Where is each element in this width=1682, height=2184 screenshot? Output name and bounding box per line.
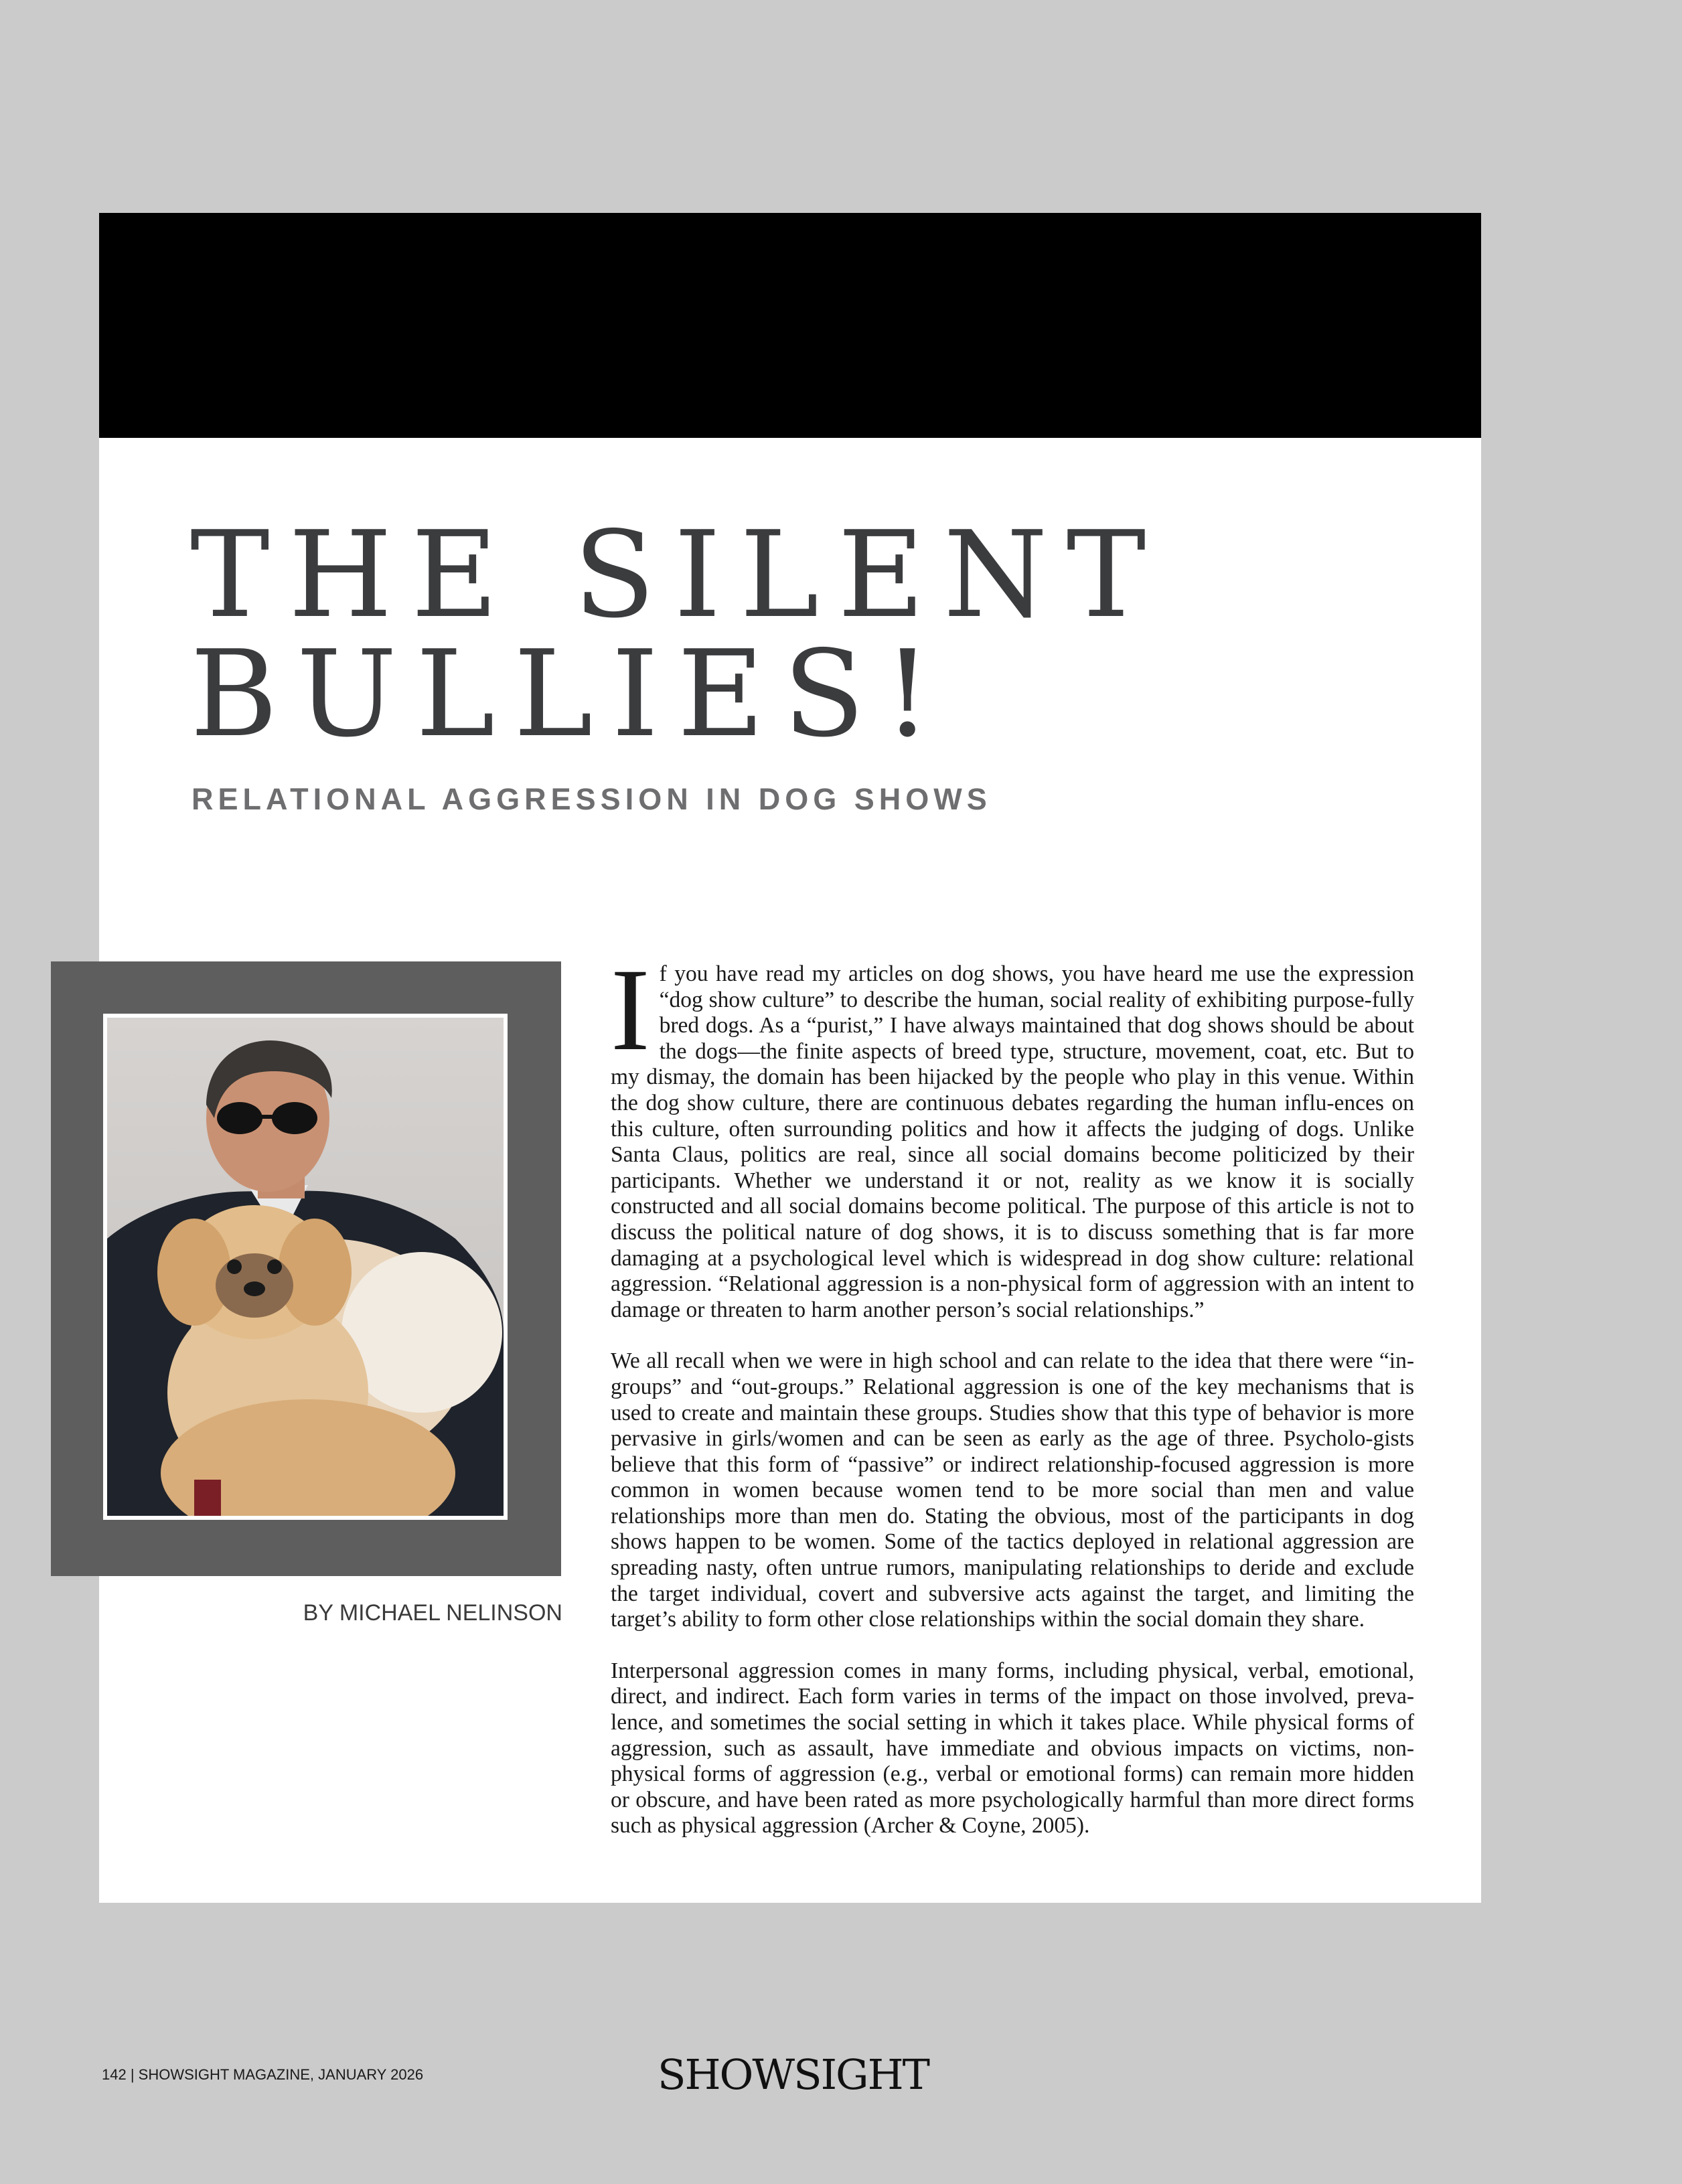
article-body — [611, 945, 1414, 1865]
photo-frame — [51, 961, 561, 1576]
article-title — [190, 505, 1165, 763]
author-byline: BY MICHAEL NELINSON — [303, 1600, 562, 1626]
drop-cap: I — [611, 945, 650, 1075]
author-photo — [103, 1014, 508, 1520]
article-paragraph-3: Interpersonal aggression comes in many forms, including physical, verbal, emotional, direct, and indirect. Each form varies in terms of the impact on those involved, preva-lence, and sometimes the social setting in which it takes place. While physical forms of aggression, such as assault, have immediate and obvious impacts on victims, non-physical forms of aggression (e.g., verbal or emotional forms) can remain more hidden or obscure, and have been rated as more psychologically harmful than more direct forms such as physical aggression (Archer & Coyne, 2005). — [611, 1658, 1414, 1839]
article-subtitle: RELATIONAL AGGRESSION IN DOG SHOWS — [192, 782, 992, 816]
header-black-band — [99, 213, 1481, 438]
title-line-1: THE SILENT — [190, 505, 1165, 644]
article-paragraph-2: We all recall when we were in high school and can relate to the idea that there were “in-groups” and “out-groups.” Relational aggression is one of the key mechanisms that is used to create and maintain these groups. Studies show that this type of behavior is more pervasive in girls/women and can be seen as early as the age of three. Psycholo-gists believe that this form of “passive” or indirect relationship-focused aggression is more common in women because women tend to be more social than men and value relationships more than men do. Stating the obvious, most of the participants in dog shows happen to be women. Some of the tactics deployed in relational aggression are spreading nasty, often untrue rumors, manipulating relationships to deride and exclude the target individual, covert and subversive acts against the target, and limiting the target’s ability to form other close relationships within the social domain they share. — [611, 1348, 1414, 1632]
footer-page-info: 142 | SHOWSIGHT MAGAZINE, JANUARY 2026 — [102, 2066, 424, 2083]
title-line-2: BULLIES! — [190, 625, 950, 763]
article-paragraph-1 — [611, 945, 1414, 1323]
magazine-logo: SHOWSIGHT — [658, 2050, 929, 2099]
author-with-dog-illustration — [107, 1018, 504, 1516]
paragraph-1-text: f you have read my articles on dog shows, you have heard me use the expression “dog show culture” to describe the human, social reality of exhibiting purpose-fully bred dogs. As a “purist,” I have always maintained that dog shows should be about the dogs—the finite aspects of breed type, structure, movement, coat, etc. But to my dismay, the domain has been hijacked by the people who play in this venue. Within the dog show culture, there are continuous debates regarding the human influ-ences on this culture, often surrounding politics and how it affects the judging of dogs. Unlike Santa Claus, politics are real, since all social domains become politicized by their participants. Whether we understand it or not, reality as we know it is socially constructed and all social domains become political. The purpose of this article is not to discuss the political nature of dog shows, it is to discuss something that is far more damaging at a psychological level which is widespread in dog show culture: relational aggression. “Relational aggression is a non-physical form of aggression with an intent to damage or threaten to harm another person’s social relationships.” — [611, 961, 1414, 1322]
